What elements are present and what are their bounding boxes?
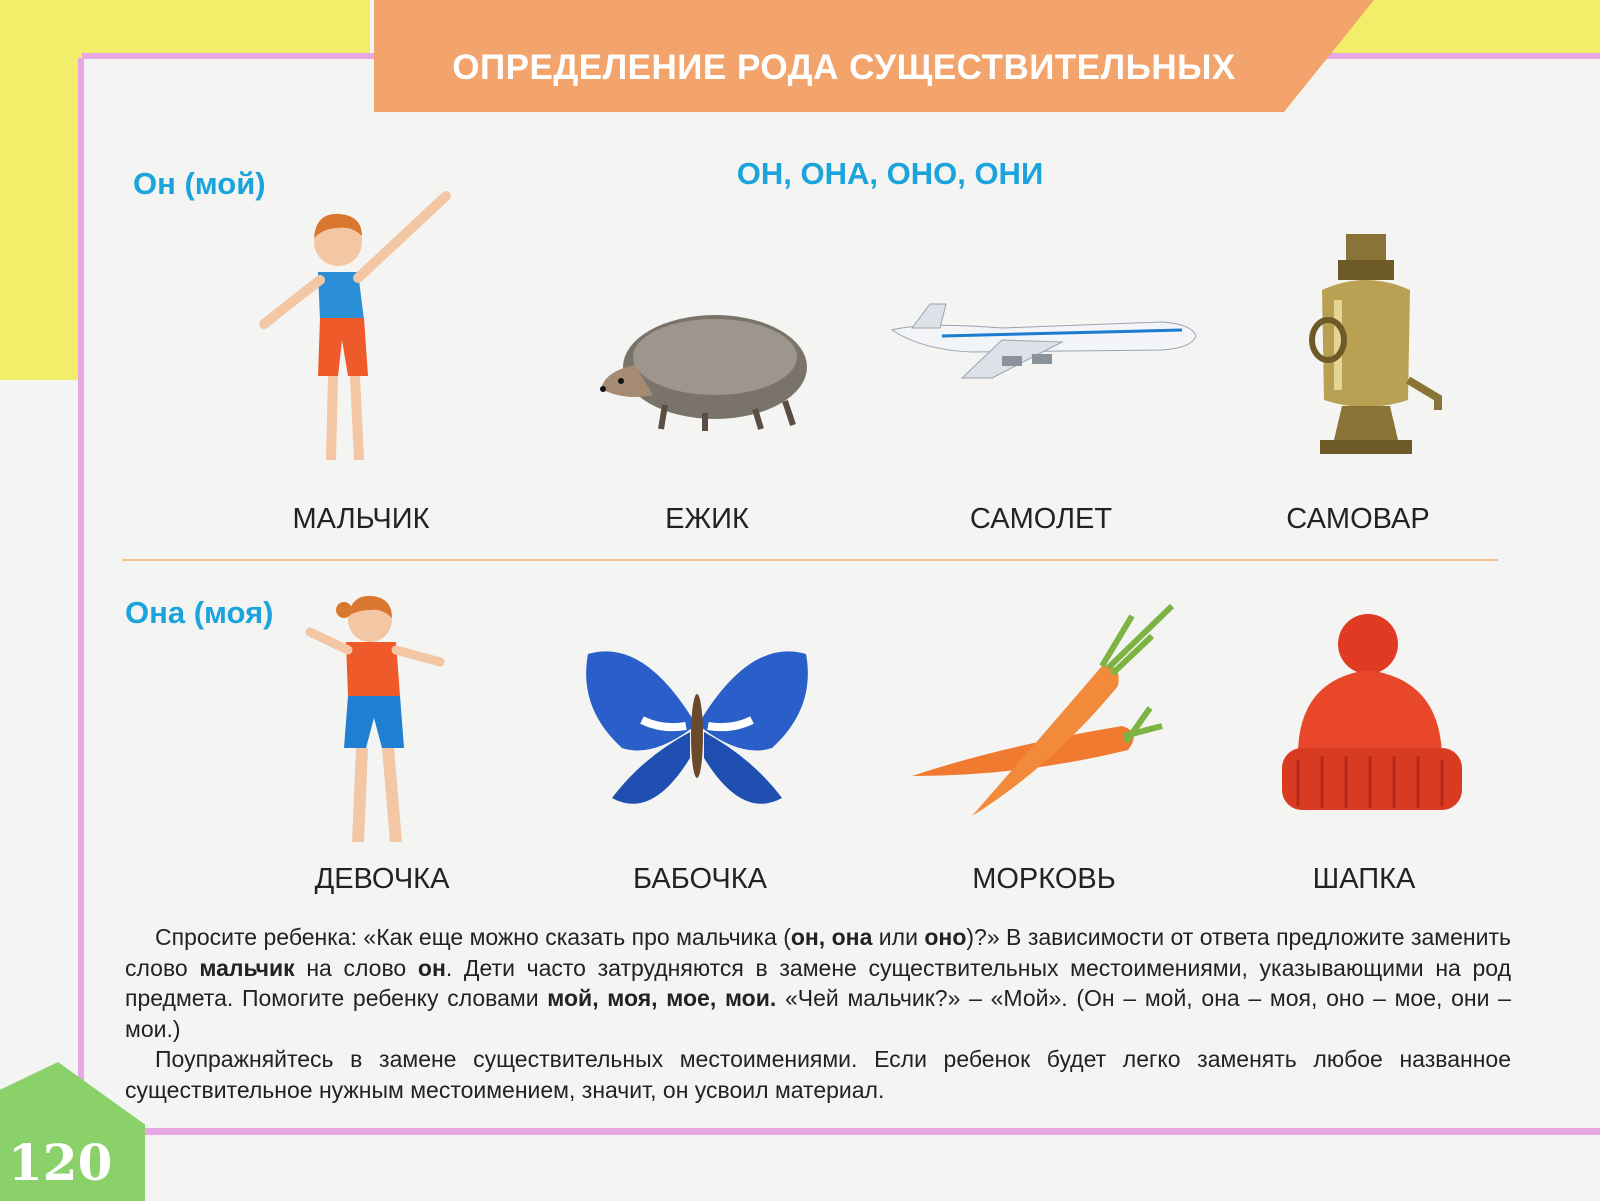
samovar-icon: [1298, 230, 1458, 475]
instructions-paragraph-1: Спросите ребенка: «Как еще можно сказать про мальчика (он, она или оно)?» В зависимости от ответа предложите заменить слово мальчик на слово он. Дети часто затрудняются в замене существительных местоимениями, указывающими на род предмета. Помогите ребенку словами мой, моя, мое, мои. «Чей мальчик?» – «Мой». (Он – мой, она – моя, оно – мое, они – мои.): [125, 924, 1511, 1042]
group-label-masculine: Он (мой): [133, 166, 266, 201]
girl-icon: [300, 580, 460, 870]
carrot-icon: [902, 596, 1192, 836]
word-hedgehog: ЕЖИК: [665, 503, 749, 535]
pronouns-heading: ОН, ОНА, ОНО, ОНИ: [736, 156, 1044, 191]
group-label-feminine: Она (моя): [125, 595, 274, 630]
instructions-text: [125, 922, 1511, 1105]
knit-hat-icon: [1278, 610, 1468, 820]
hedgehog-icon: [595, 305, 815, 435]
word-boy: МАЛЬЧИК: [292, 503, 430, 535]
instructions-paragraph-2: Поупражняйтесь в замене существительных местоимениями. Если ребенок будет легко заменять любое названное существительное нужным местоимением, значит, он усвоил материал.: [125, 1046, 1511, 1103]
word-girl: ДЕВОЧКА: [314, 863, 450, 895]
airplane-icon: [882, 300, 1202, 390]
page-frame-bottom: [84, 1128, 1600, 1135]
section-divider: [122, 559, 1498, 561]
page-title: ОПРЕДЕЛЕНИЕ РОДА СУЩЕСТВИТЕЛЬНЫХ: [452, 48, 1236, 87]
word-hat: ШАПКА: [1312, 863, 1416, 895]
butterfly-icon: [582, 648, 812, 823]
word-butterfly: БАБОЧКА: [633, 863, 767, 895]
word-airplane: САМОЛЕТ: [969, 503, 1113, 535]
boy-icon: [258, 190, 458, 480]
word-samovar: САМОВАР: [1286, 503, 1430, 535]
word-carrot: МОРКОВЬ: [972, 863, 1116, 895]
page-number: 120: [8, 1133, 113, 1192]
